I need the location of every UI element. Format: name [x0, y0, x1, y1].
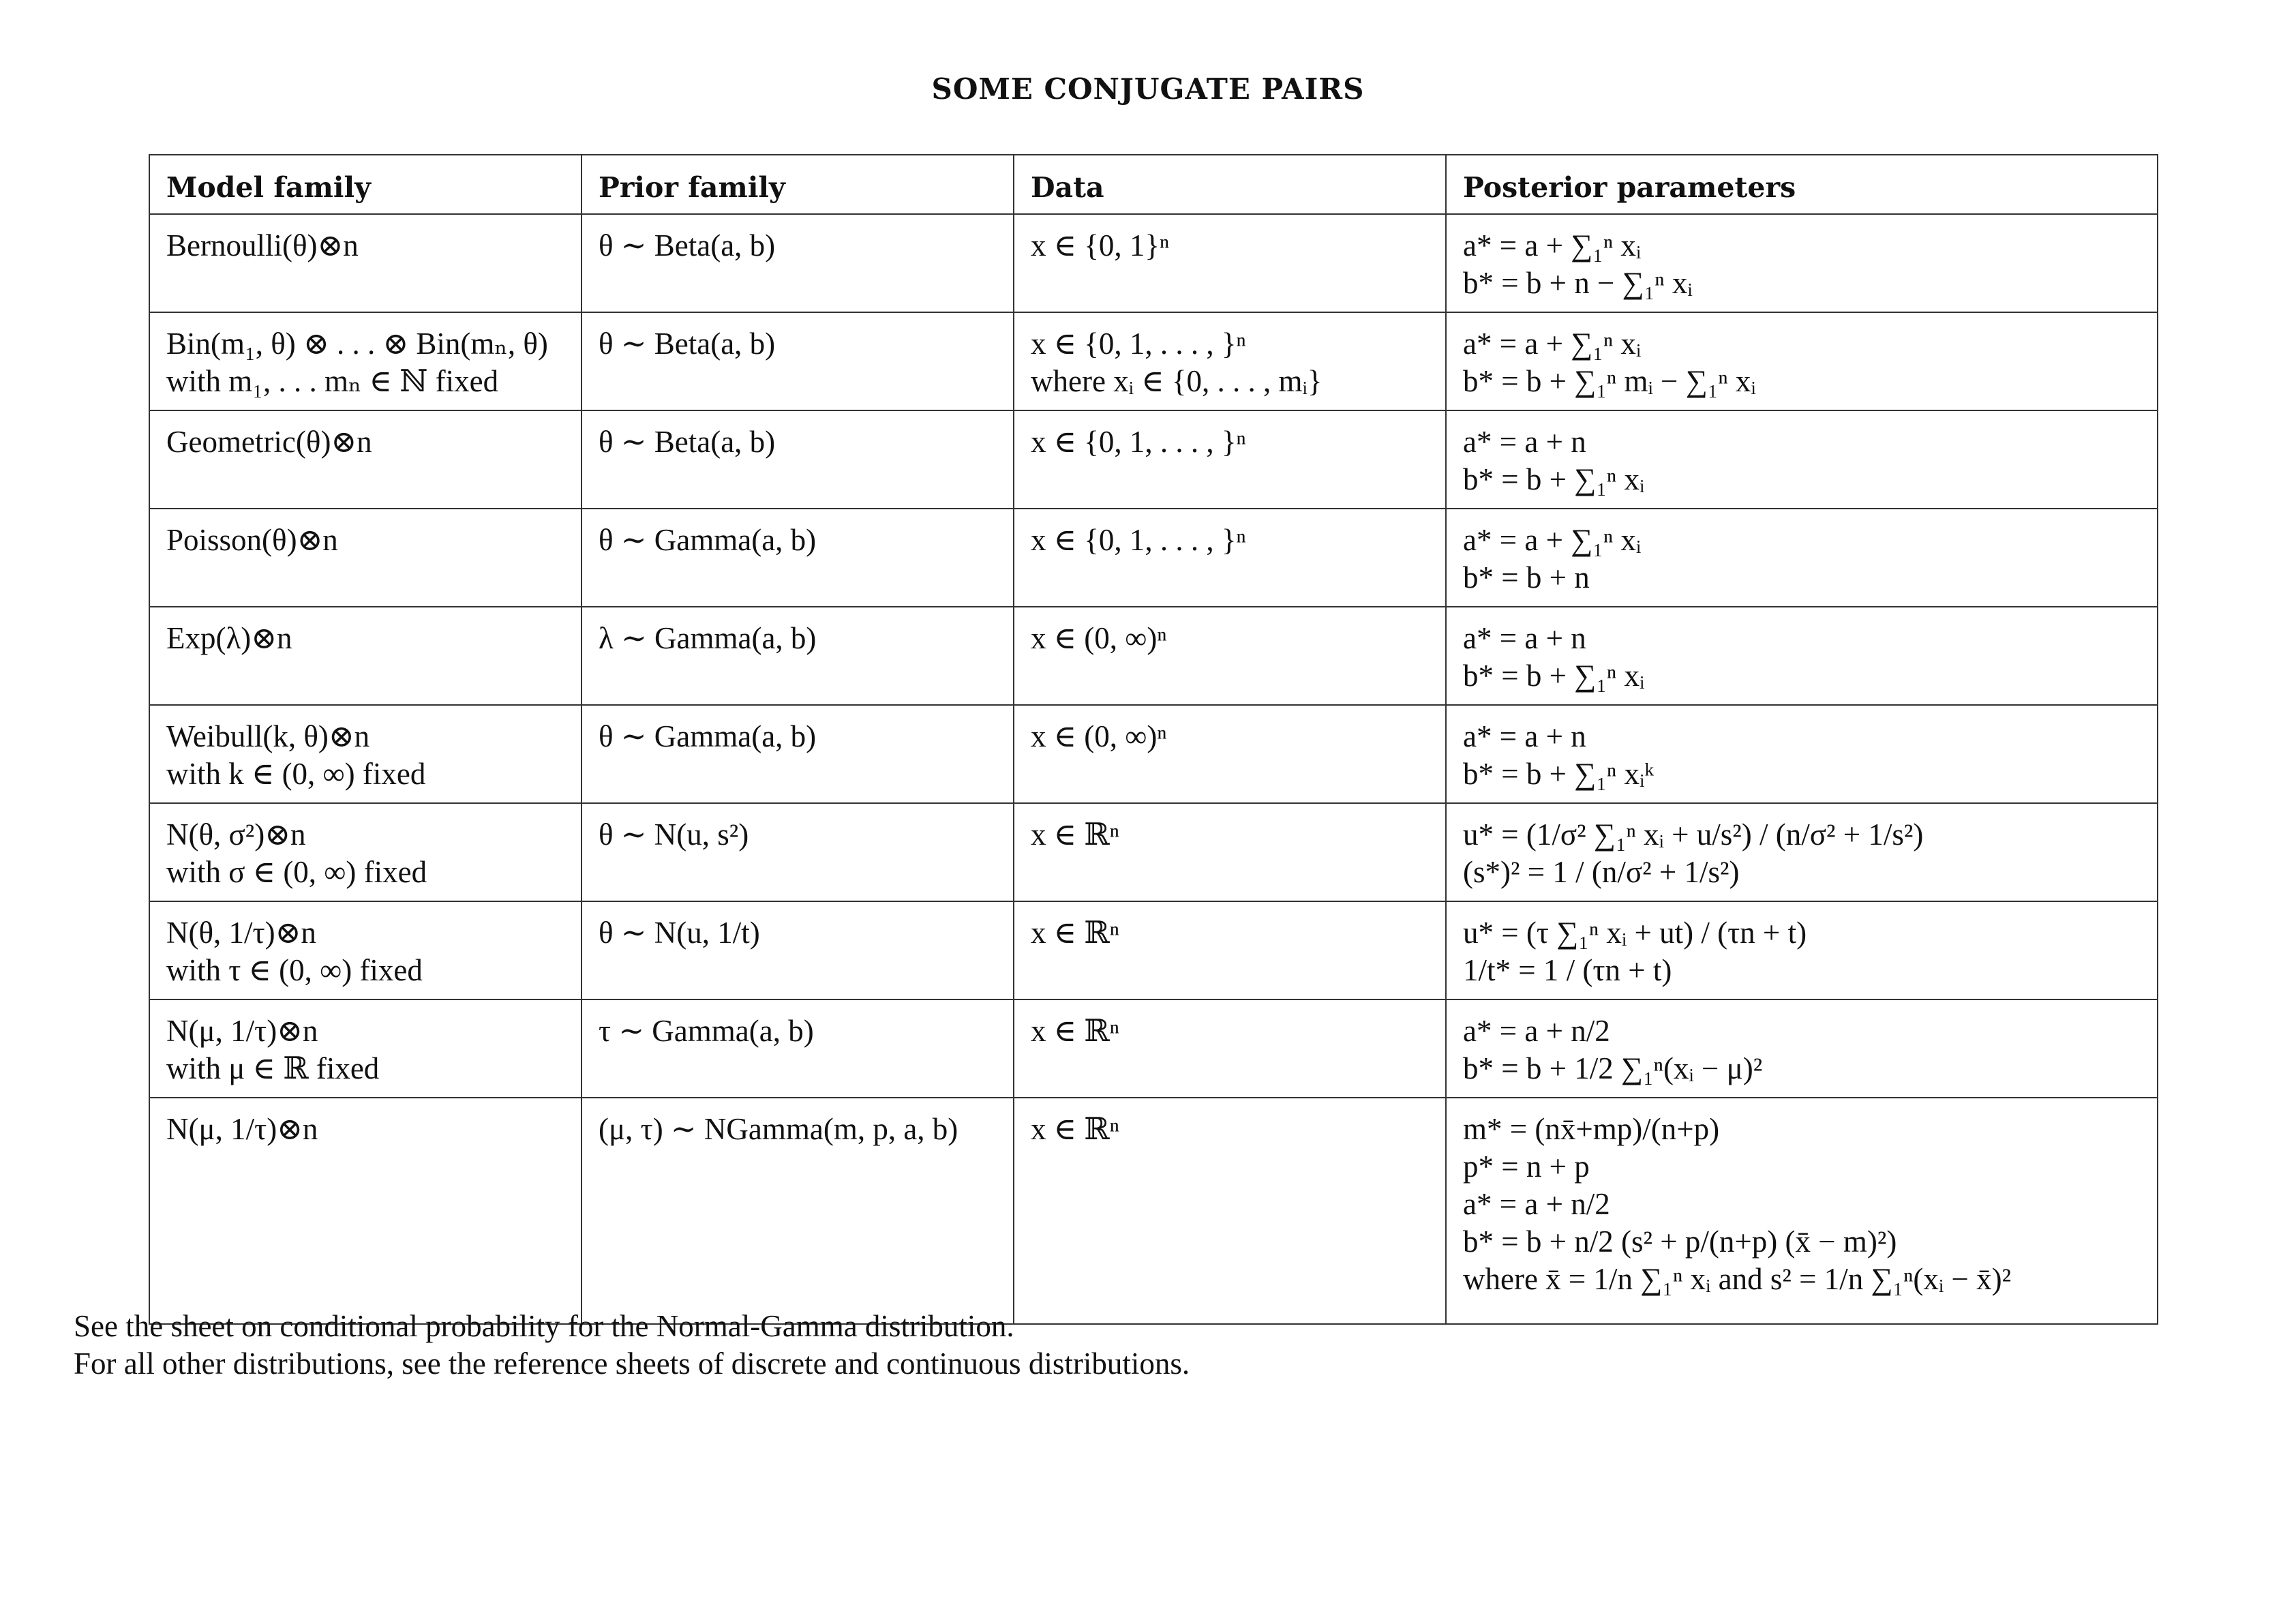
posterior-line: b* = b + n − ∑₁ⁿ xᵢ [1463, 266, 1693, 300]
posterior-line: a* = a + ∑₁ⁿ xᵢ [1463, 327, 1642, 361]
cell-model [149, 803, 581, 901]
table-row [149, 214, 2158, 312]
table-row [149, 410, 2158, 509]
cell-posterior [1446, 901, 2158, 999]
cell-prior [581, 999, 1014, 1098]
model-line: N(θ, 1/τ)⊗n [166, 916, 316, 950]
cell-data [1014, 214, 1446, 312]
posterior-line: u* = (1/σ² ∑₁ⁿ xᵢ + u/s²) / (n/σ² + 1/s²) [1463, 817, 1924, 852]
posterior-line: a* = a + n [1463, 719, 1586, 753]
footnote-normal-gamma: See the sheet on conditional probability for the Normal-Gamma distribution. [74, 1309, 1014, 1343]
data-line: x ∈ ℝⁿ [1031, 1014, 1119, 1048]
table-row [149, 803, 2158, 901]
prior-line: θ ∼ N(u, 1/t) [599, 916, 760, 950]
cell-data [1014, 705, 1446, 803]
header-posterior-parameters: Posterior parameters [1446, 155, 2158, 214]
table-header-row [149, 155, 2158, 214]
model-line: Geometric(θ)⊗n [166, 425, 372, 459]
cell-prior [581, 410, 1014, 509]
model-line: N(μ, 1/τ)⊗n [166, 1014, 318, 1048]
cell-prior [581, 607, 1014, 705]
posterior-line: p* = n + p [1463, 1149, 1590, 1184]
posterior-line: u* = (τ ∑₁ⁿ xᵢ + ut) / (τn + t) [1463, 916, 1807, 950]
posterior-line: m* = (nx̄+mp)/(n+p) [1463, 1112, 1720, 1146]
cell-posterior [1446, 999, 2158, 1098]
header-data: Data [1014, 155, 1446, 214]
posterior-line: b* = b + n/2 (s² + p/(n+p) (x̄ − m)²) [1463, 1224, 1897, 1259]
posterior-line: b* = b + 1/2 ∑₁ⁿ(xᵢ − μ)² [1463, 1051, 1763, 1085]
cell-prior [581, 803, 1014, 901]
table-row [149, 999, 2158, 1098]
data-line: x ∈ {0, 1, . . . , }ⁿ [1031, 523, 1246, 557]
data-line: x ∈ {0, 1}ⁿ [1031, 228, 1170, 262]
data-line: where xᵢ ∈ {0, . . . , mᵢ} [1031, 364, 1323, 398]
posterior-line: a* = a + n [1463, 621, 1586, 655]
posterior-line: b* = b + ∑₁ⁿ xᵢᵏ [1463, 757, 1655, 791]
posterior-line: a* = a + n/2 [1463, 1187, 1610, 1221]
cell-posterior [1446, 1098, 2158, 1324]
posterior-line: a* = a + n/2 [1463, 1014, 1610, 1048]
model-line: Poisson(θ)⊗n [166, 523, 338, 557]
cell-data [1014, 999, 1446, 1098]
cell-data [1014, 1098, 1446, 1324]
data-line: x ∈ {0, 1, . . . , }ⁿ [1031, 327, 1246, 361]
cell-posterior [1446, 312, 2158, 410]
cell-data [1014, 803, 1446, 901]
cell-posterior [1446, 509, 2158, 607]
table-row [149, 312, 2158, 410]
posterior-line: a* = a + ∑₁ⁿ xᵢ [1463, 228, 1642, 262]
cell-model [149, 607, 581, 705]
prior-line: θ ∼ N(u, s²) [599, 817, 749, 852]
header-prior-family: Prior family [581, 155, 1014, 214]
posterior-line: 1/t* = 1 / (τn + t) [1463, 953, 1672, 987]
cell-model [149, 509, 581, 607]
cell-posterior [1446, 705, 2158, 803]
cell-posterior [1446, 214, 2158, 312]
data-line: x ∈ (0, ∞)ⁿ [1031, 719, 1167, 753]
data-line: x ∈ ℝⁿ [1031, 817, 1119, 852]
prior-line: θ ∼ Gamma(a, b) [599, 523, 817, 557]
cell-posterior [1446, 803, 2158, 901]
model-line: Weibull(k, θ)⊗n [166, 719, 370, 753]
posterior-line: b* = b + ∑₁ⁿ xᵢ [1463, 659, 1645, 693]
conjugate-pairs-table [149, 154, 2158, 1325]
footnotes [74, 1308, 1190, 1383]
data-line: x ∈ ℝⁿ [1031, 916, 1119, 950]
model-line: with σ ∈ (0, ∞) fixed [166, 855, 427, 889]
posterior-line: (s*)² = 1 / (n/σ² + 1/s²) [1463, 855, 1740, 889]
cell-posterior [1446, 607, 2158, 705]
data-line: x ∈ ℝⁿ [1031, 1112, 1119, 1146]
header-model-family: Model family [149, 155, 581, 214]
prior-line: θ ∼ Beta(a, b) [599, 425, 776, 459]
cell-model [149, 901, 581, 999]
model-line: with τ ∈ (0, ∞) fixed [166, 953, 423, 987]
cell-model [149, 999, 581, 1098]
data-line: x ∈ (0, ∞)ⁿ [1031, 621, 1167, 655]
cell-posterior [1446, 410, 2158, 509]
model-line: with m₁, . . . mₙ ∈ ℕ fixed [166, 364, 499, 398]
cell-prior [581, 214, 1014, 312]
prior-line: θ ∼ Beta(a, b) [599, 327, 776, 361]
posterior-line: where x̄ = 1/n ∑₁ⁿ xᵢ and s² = 1/n ∑₁ⁿ(xᵢ − x̄)² [1463, 1262, 2012, 1296]
model-line: N(μ, 1/τ)⊗n [166, 1112, 318, 1146]
cell-data [1014, 607, 1446, 705]
posterior-line: b* = b + n [1463, 560, 1590, 595]
model-line: Bernoulli(θ)⊗n [166, 228, 359, 262]
table-row [149, 705, 2158, 803]
table-row [149, 1098, 2158, 1324]
model-line: N(θ, σ²)⊗n [166, 817, 306, 852]
cell-model [149, 410, 581, 509]
prior-line: θ ∼ Beta(a, b) [599, 228, 776, 262]
cell-model [149, 214, 581, 312]
footnote-other-distributions: For all other distributions, see the reference sheets of discrete and continuous distributions. [74, 1347, 1190, 1381]
prior-line: θ ∼ Gamma(a, b) [599, 719, 817, 753]
cell-data [1014, 312, 1446, 410]
model-line: with μ ∈ ℝ fixed [166, 1051, 380, 1085]
posterior-line: a* = a + n [1463, 425, 1586, 459]
posterior-line: a* = a + ∑₁ⁿ xᵢ [1463, 523, 1642, 557]
prior-line: τ ∼ Gamma(a, b) [599, 1014, 814, 1048]
table-row [149, 607, 2158, 705]
page-title: SOME CONJUGATE PAIRS [931, 72, 1365, 106]
cell-data [1014, 410, 1446, 509]
cell-data [1014, 901, 1446, 999]
posterior-line: b* = b + ∑₁ⁿ xᵢ [1463, 462, 1645, 496]
cell-model [149, 705, 581, 803]
cell-model [149, 1098, 581, 1324]
data-line: x ∈ {0, 1, . . . , }ⁿ [1031, 425, 1246, 459]
cell-data [1014, 509, 1446, 607]
cell-model [149, 312, 581, 410]
prior-line: λ ∼ Gamma(a, b) [599, 621, 817, 655]
posterior-line: b* = b + ∑₁ⁿ mᵢ − ∑₁ⁿ xᵢ [1463, 364, 1756, 398]
cell-prior [581, 1098, 1014, 1324]
prior-line: (μ, τ) ∼ NGamma(m, p, a, b) [599, 1112, 958, 1146]
model-line: Bin(m₁, θ) ⊗ . . . ⊗ Bin(mₙ, θ) [166, 327, 548, 361]
table-row [149, 901, 2158, 999]
model-line: Exp(λ)⊗n [166, 621, 292, 655]
model-line: with k ∈ (0, ∞) fixed [166, 757, 426, 791]
cell-prior [581, 312, 1014, 410]
cell-prior [581, 901, 1014, 999]
table-row [149, 509, 2158, 607]
cell-prior [581, 509, 1014, 607]
cell-prior [581, 705, 1014, 803]
